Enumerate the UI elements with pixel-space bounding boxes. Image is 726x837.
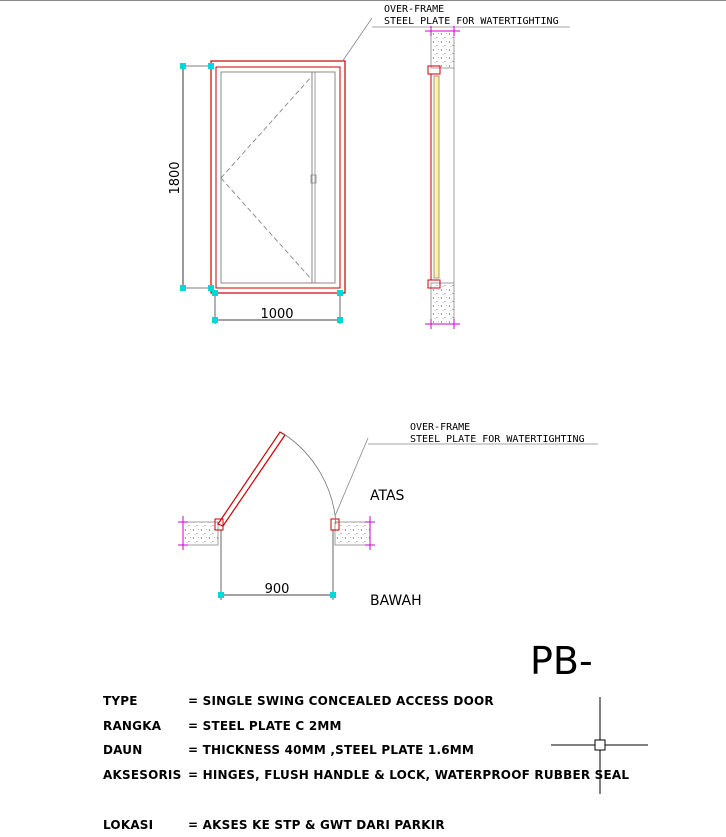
- spec-value-rangka: = STEEL PLATE C 2MM: [188, 719, 342, 733]
- section-wall-top: [431, 31, 454, 68]
- spec-key-rangka: RANGKA: [103, 719, 162, 733]
- swing-line-lower: [221, 178, 312, 280]
- elevation-callout: [342, 4, 570, 62]
- spec-value-type: = SINGLE SWING CONCEALED ACCESS DOOR: [188, 694, 494, 708]
- plan-callout-line1: OVER-FRAME: [410, 422, 471, 433]
- door-plan: [178, 432, 422, 609]
- plan-swing-arc: [284, 434, 336, 524]
- plan-width-dim-text: 900: [264, 582, 290, 597]
- plan-callout-line2: STEEL PLATE FOR WATERTIGHTING: [410, 434, 585, 445]
- spec-key-aksesoris: AKSESORIS: [103, 768, 182, 782]
- spec-key-lokasi: LOKASI: [103, 818, 154, 832]
- height-dim-text: 1800: [168, 161, 183, 195]
- door-section: [425, 26, 460, 329]
- spec-value-daun: = THICKNESS 40MM ,STEEL PLATE 1.6MM: [188, 743, 475, 757]
- elevation-outer-frame: [211, 61, 345, 293]
- spec-value-lokasi: = AKSES KE STP & GWT DARI PARKIR: [188, 818, 445, 832]
- plan-top-label: ATAS: [370, 488, 405, 504]
- spec-key-daun: DAUN: [103, 743, 143, 757]
- swing-line-upper: [221, 76, 312, 178]
- door-tag: PB-: [530, 639, 593, 683]
- elevation-inner-frame: [216, 67, 340, 288]
- spec-table: [103, 694, 629, 832]
- spec-value-aksesoris: = HINGES, FLUSH HANDLE & LOCK, WATERPROOF RUBBER SEAL: [188, 768, 630, 782]
- spec-key-type: TYPE: [103, 694, 138, 708]
- elevation-callout-line1: OVER-FRAME: [384, 4, 445, 15]
- plan-wall-right: [335, 522, 370, 545]
- height-dim-points: [180, 63, 214, 291]
- plan-bottom-label: BAWAH: [370, 593, 422, 609]
- elevation-leaf: [221, 72, 335, 283]
- section-leaf: [434, 76, 439, 278]
- door-elevation: [168, 61, 345, 324]
- width-dim-text: 1000: [260, 307, 294, 322]
- plan-door-leaf: [218, 432, 285, 526]
- section-wall-bottom: [431, 283, 454, 324]
- plan-wall-left: [183, 522, 218, 545]
- elevation-callout-line2: STEEL PLATE FOR WATERTIGHTING: [384, 16, 559, 27]
- elevation-callout-leader: [342, 18, 372, 62]
- plan-callout-leader: [335, 438, 368, 516]
